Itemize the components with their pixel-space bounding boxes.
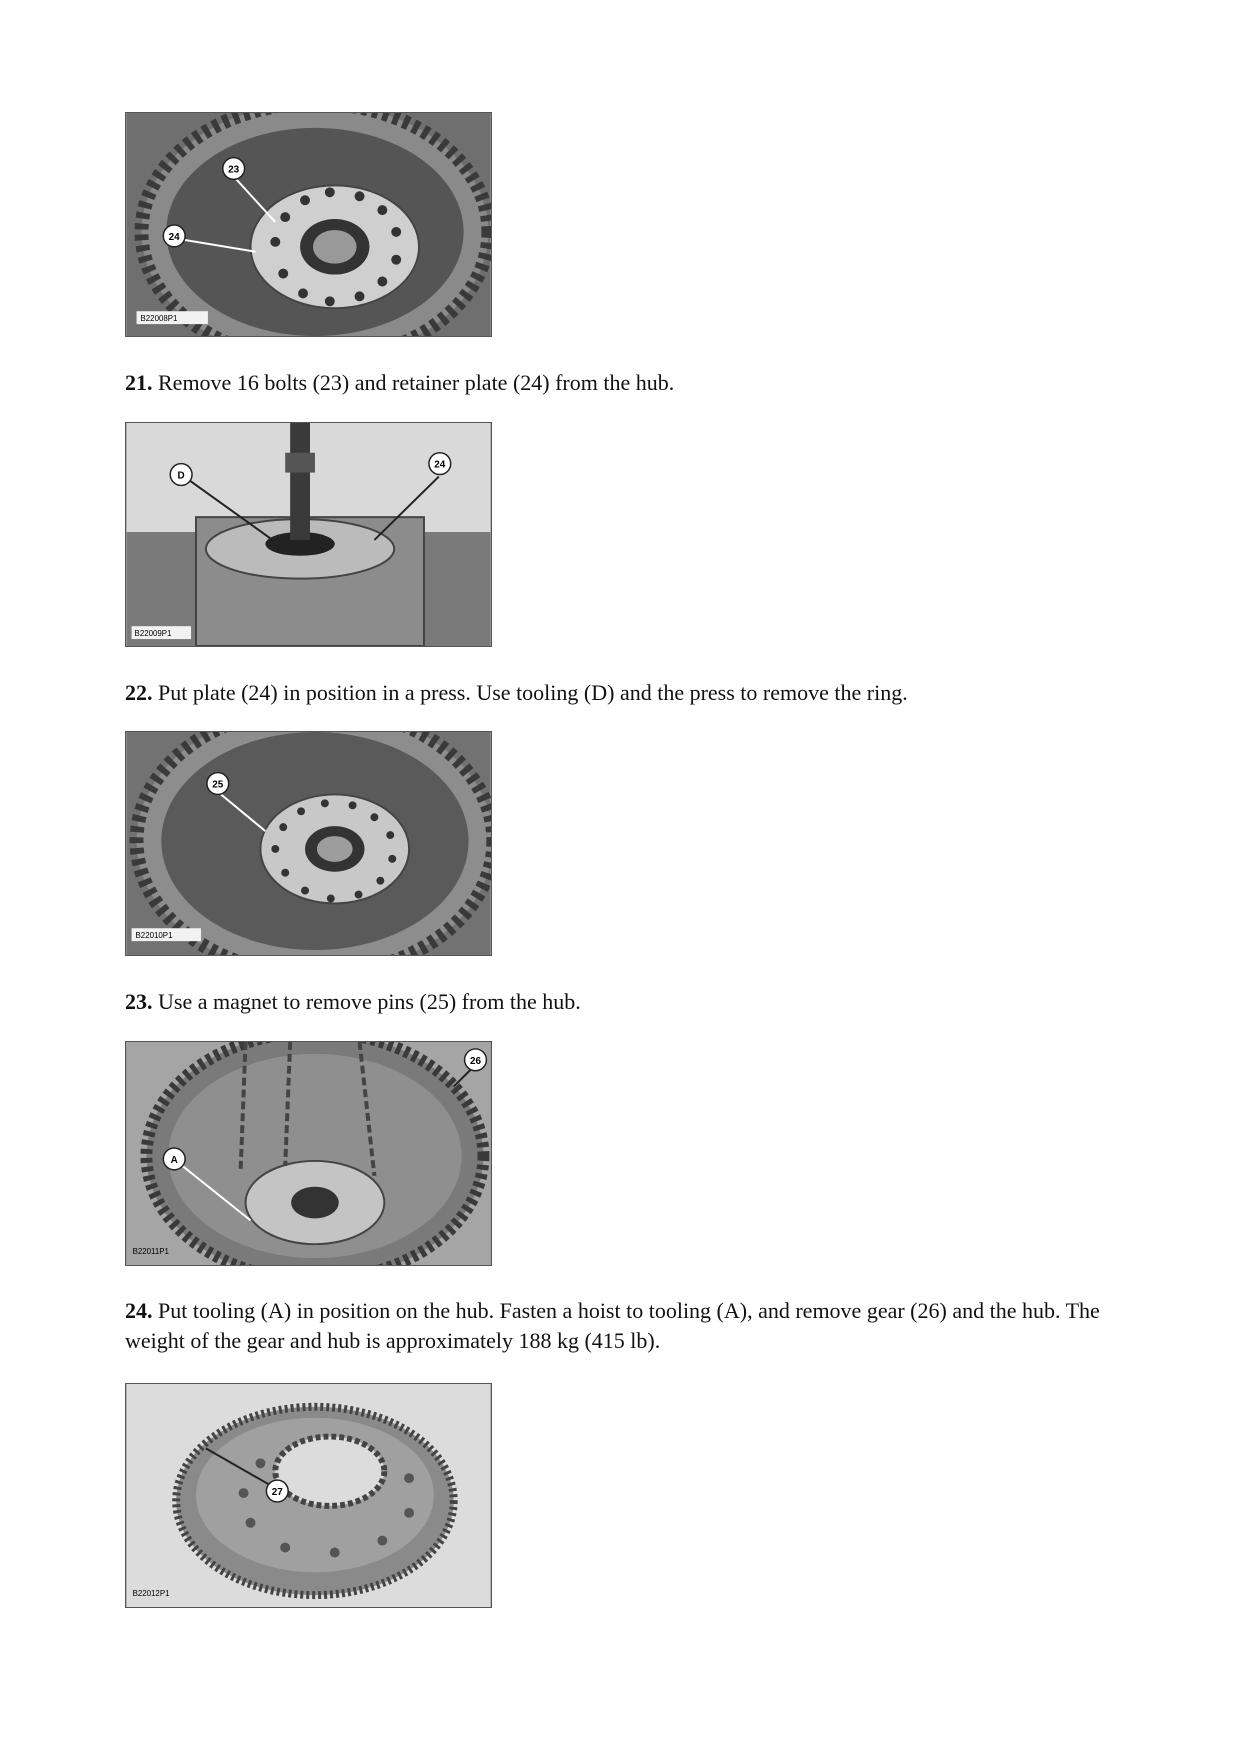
gear-splines-photo-graphic	[126, 1384, 491, 1607]
step-text: Put tooling (A) in position on the hub. Fasten a hoist to tooling (A), and remove gear (26) and the hub. The weight of the gear and hub is approximately 188 kg (415 lb).	[125, 1298, 1100, 1353]
step-number: 24.	[125, 1298, 153, 1323]
figure-photo-gear-splines	[125, 1383, 492, 1608]
step-number: 23.	[125, 989, 153, 1014]
callout-label: 23	[228, 164, 240, 176]
step-text: Use a magnet to remove pins (25) from the hub.	[158, 989, 581, 1014]
step-24	[125, 1296, 1115, 1356]
step-text: Remove 16 bolts (23) and retainer plate (24) from the hub.	[158, 370, 675, 395]
step-number: 22.	[125, 680, 153, 705]
step-23	[125, 987, 1115, 1017]
figure-id: B22010P1	[135, 931, 173, 941]
figure-photo-press-plate	[125, 422, 492, 647]
callout-label: 24	[434, 459, 446, 471]
figure-id: B22012P1	[132, 1589, 170, 1599]
step-22	[125, 678, 1115, 708]
step-21	[125, 368, 1115, 398]
hoist-gear-photo-graphic	[126, 1042, 491, 1265]
callout-label: 27	[271, 1487, 283, 1499]
step-text: Put plate (24) in position in a press. Use tooling (D) and the press to remove the ring.	[158, 680, 908, 705]
callout-label: A	[170, 1154, 178, 1166]
step-number: 21.	[125, 370, 153, 395]
callout-label: 25	[212, 779, 224, 791]
callout-label: 24	[168, 231, 180, 243]
callout-label: 26	[469, 1055, 482, 1067]
figure-id: B22008P1	[140, 314, 178, 324]
figure-photo-hub-pins	[125, 731, 492, 956]
hub-retainer-photo-graphic	[126, 113, 491, 336]
callout-label: D	[177, 470, 185, 482]
hub-pins-photo-graphic	[126, 732, 491, 955]
figure-id: B22009P1	[134, 629, 172, 639]
figure-photo-hoist-gear	[125, 1041, 492, 1266]
figure-id: B22011P1	[132, 1247, 169, 1257]
press-plate-photo-graphic	[126, 423, 491, 646]
figure-photo-hub-retainer-plate	[125, 112, 492, 337]
